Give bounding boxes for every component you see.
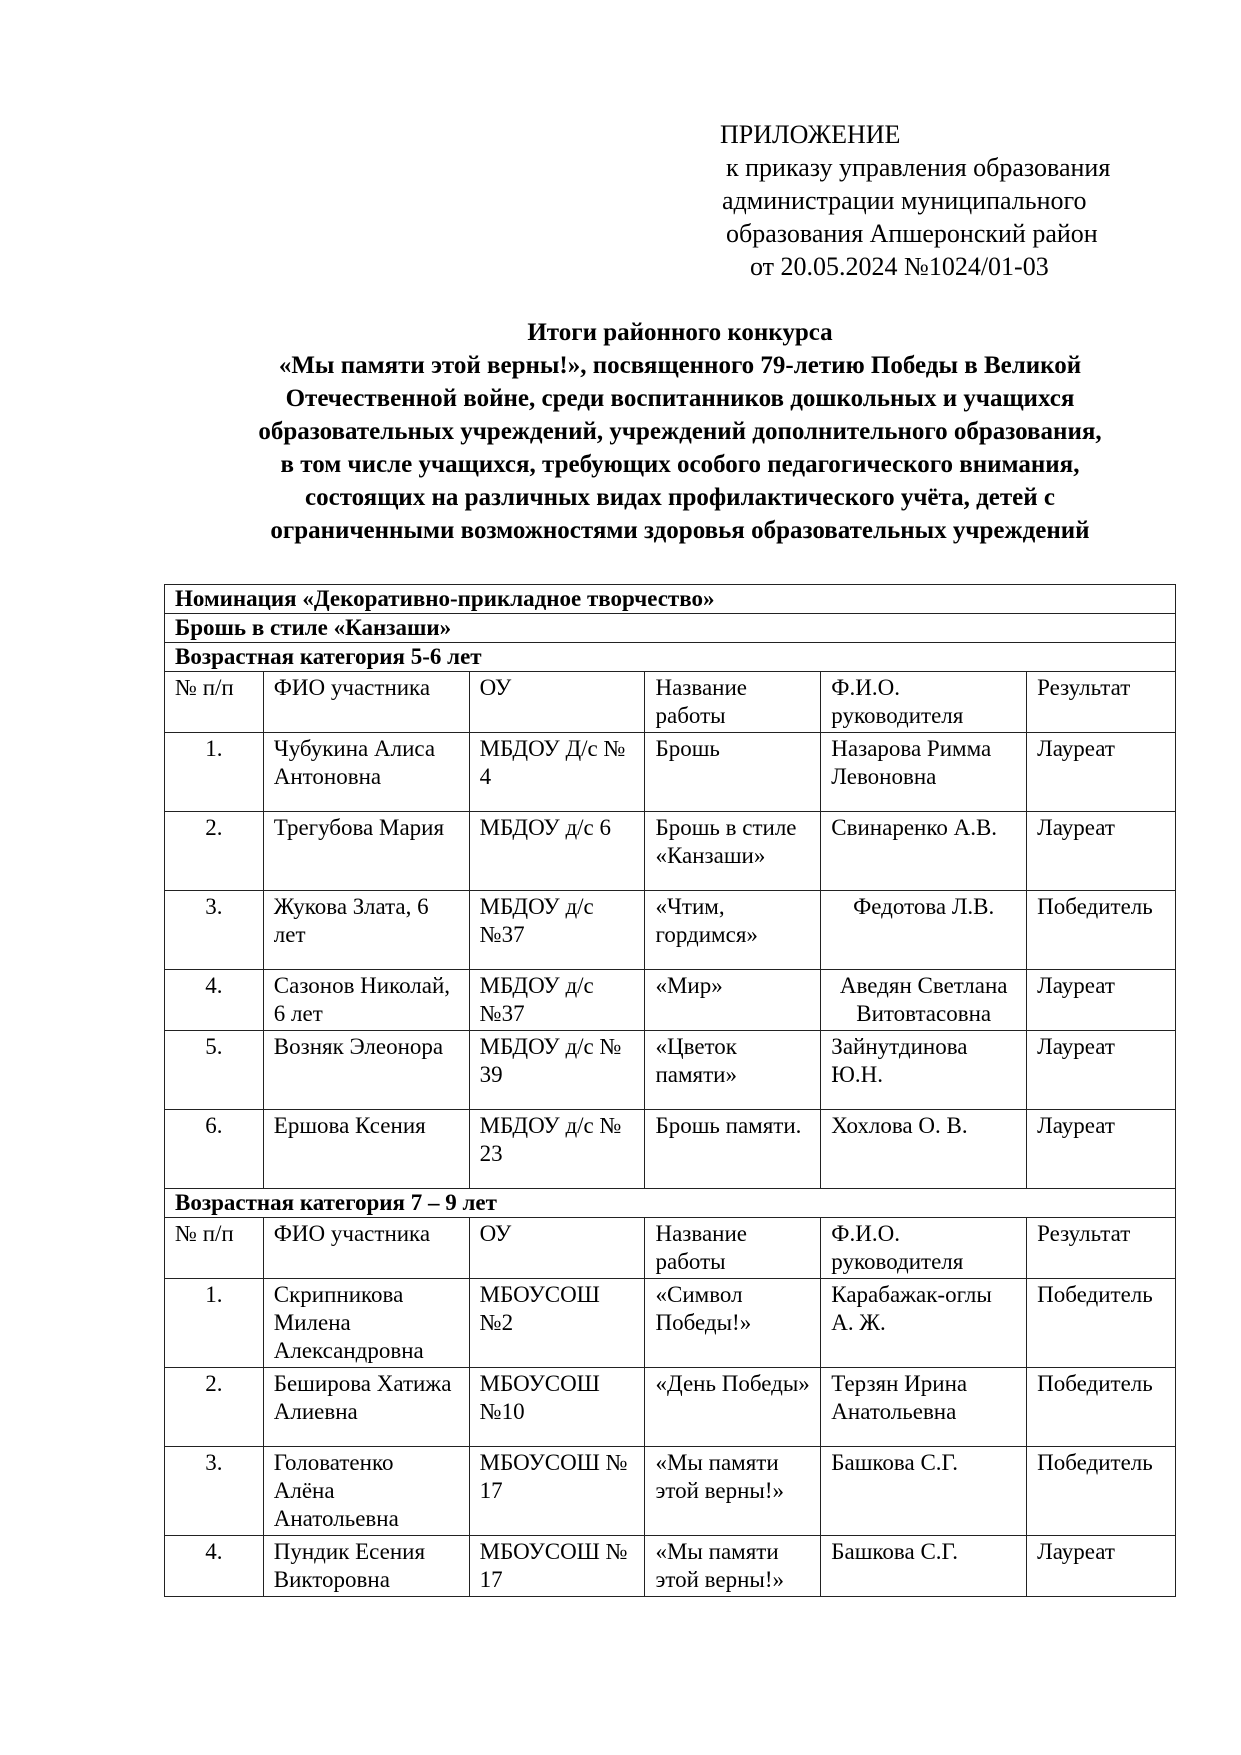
- table-row: [165, 1368, 1176, 1447]
- cell-leader: Башкова С.Г.: [821, 1447, 1027, 1536]
- cell-leader: Хохлова О. В.: [821, 1110, 1027, 1189]
- table-row: [165, 1536, 1176, 1597]
- appendix-line: образования Апшеронский район: [726, 219, 1098, 248]
- cell-num: 2.: [165, 812, 264, 891]
- cell-fio: Скрипникова Милена Александровна: [263, 1279, 469, 1368]
- header-work: Название работы: [645, 1218, 821, 1279]
- table-row: [165, 891, 1176, 970]
- header-fio: ФИО участника: [263, 672, 469, 733]
- cell-result: Лауреат: [1027, 733, 1176, 812]
- cell-fio: Беширова Хатижа Алиевна: [263, 1368, 469, 1447]
- nomination-title: Номинация «Декоративно-прикладное творчество»: [165, 585, 1176, 614]
- header-fio: ФИО участника: [263, 1218, 469, 1279]
- cell-fio: Жукова Злата, 6 лет: [263, 891, 469, 970]
- header-result: Результат: [1027, 1218, 1176, 1279]
- cell-work: «Мир»: [645, 970, 821, 1031]
- cell-leader: Башкова С.Г.: [821, 1536, 1027, 1597]
- category-row: [165, 1189, 1176, 1218]
- cell-result: Лауреат: [1027, 812, 1176, 891]
- cell-work: Брошь памяти.: [645, 1110, 821, 1189]
- appendix-line: администрации муниципального: [722, 186, 1087, 215]
- cell-ou: МБДОУ Д/с № 4: [469, 733, 645, 812]
- header-num: № п/п: [165, 672, 264, 733]
- cell-num: 3.: [165, 1447, 264, 1536]
- cell-ou: МБДОУ д/с 6: [469, 812, 645, 891]
- cell-work: «Цветок памяти»: [645, 1031, 821, 1110]
- cell-leader: Федотова Л.В.: [821, 891, 1027, 970]
- table-row: [165, 812, 1176, 891]
- subnomination-title: Брошь в стиле «Канзаши»: [165, 614, 1176, 643]
- title-line: состоящих на различных видах профилактического учёта, детей с: [305, 484, 1055, 511]
- header-row: [165, 1218, 1176, 1279]
- cell-ou: МБДОУ д/с №37: [469, 891, 645, 970]
- cell-fio: Головатенко Алёна Анатольевна: [263, 1447, 469, 1536]
- header-result: Результат: [1027, 672, 1176, 733]
- cell-result: Лауреат: [1027, 1110, 1176, 1189]
- nomination-row: [165, 585, 1176, 614]
- results-table: [164, 584, 1176, 1597]
- title-line: ограниченными возможностями здоровья образовательных учреждений: [270, 517, 1090, 544]
- header-work: Название работы: [645, 672, 821, 733]
- cell-fio: Сазонов Николай, 6 лет: [263, 970, 469, 1031]
- header-row: [165, 672, 1176, 733]
- cell-work: «Мы памяти этой верны!»: [645, 1536, 821, 1597]
- cell-num: 1.: [165, 733, 264, 812]
- cell-work: «Мы памяти этой верны!»: [645, 1447, 821, 1536]
- appendix-heading: ПРИЛОЖЕНИЕ: [720, 120, 901, 149]
- table-row: [165, 1110, 1176, 1189]
- category-title: Возрастная категория 5-6 лет: [165, 643, 1176, 672]
- cell-ou: МБДОУ д/с №37: [469, 970, 645, 1031]
- appendix-line: к приказу управления образования: [726, 153, 1111, 182]
- category-row: [165, 643, 1176, 672]
- table-row: [165, 733, 1176, 812]
- cell-ou: МБОУСОШ №2: [469, 1279, 645, 1368]
- cell-result: Лауреат: [1027, 1536, 1176, 1597]
- cell-work: «День Победы»: [645, 1368, 821, 1447]
- table-row: [165, 970, 1176, 1031]
- cell-fio: Чубукина Алиса Антоновна: [263, 733, 469, 812]
- header-num: № п/п: [165, 1218, 264, 1279]
- table-row: [165, 1447, 1176, 1536]
- cell-fio: Возняк Элеонора: [263, 1031, 469, 1110]
- cell-result: Победитель: [1027, 1279, 1176, 1368]
- header-ou: ОУ: [469, 672, 645, 733]
- cell-result: Лауреат: [1027, 970, 1176, 1031]
- category-title: Возрастная категория 7 – 9 лет: [165, 1189, 1176, 1218]
- cell-work: «Чтим, гордимся»: [645, 891, 821, 970]
- title-line: «Мы памяти этой верны!», посвященного 79-летию Победы в Великой: [278, 352, 1082, 379]
- cell-leader: Свинаренко А.В.: [821, 812, 1027, 891]
- cell-fio: Трегубова Мария: [263, 812, 469, 891]
- cell-leader: Терзян Ирина Анатольевна: [821, 1368, 1027, 1447]
- cell-result: Победитель: [1027, 891, 1176, 970]
- cell-ou: МБОУСОШ № 17: [469, 1536, 645, 1597]
- cell-result: Лауреат: [1027, 1031, 1176, 1110]
- title-line: в том числе учащихся, требующих особого педагогического внимания,: [280, 451, 1080, 478]
- title-line: образовательных учреждений, учреждений дополнительного образования,: [258, 418, 1102, 445]
- table-row: [165, 1031, 1176, 1110]
- cell-work: «Символ Победы!»: [645, 1279, 821, 1368]
- cell-leader: Карабажак-оглы А. Ж.: [821, 1279, 1027, 1368]
- document-title: [160, 316, 1200, 547]
- header-leader: Ф.И.О. руководителя: [821, 1218, 1027, 1279]
- cell-ou: МБДОУ д/с № 23: [469, 1110, 645, 1189]
- cell-num: 4.: [165, 1536, 264, 1597]
- cell-leader: Назарова Римма Левоновна: [821, 733, 1027, 812]
- subnomination-row: [165, 614, 1176, 643]
- cell-work: Брошь в стиле «Канзаши»: [645, 812, 821, 891]
- header-ou: ОУ: [469, 1218, 645, 1279]
- appendix-block: [720, 118, 1200, 283]
- cell-num: 3.: [165, 891, 264, 970]
- cell-ou: МБДОУ д/с № 39: [469, 1031, 645, 1110]
- cell-result: Победитель: [1027, 1447, 1176, 1536]
- cell-fio: Ершова Ксения: [263, 1110, 469, 1189]
- appendix-order-date: от 20.05.2024 №1024/01-03: [750, 252, 1049, 281]
- title-line: Итоги районного конкурса: [527, 319, 833, 346]
- cell-num: 4.: [165, 970, 264, 1031]
- cell-leader: Зайнутдинова Ю.Н.: [821, 1031, 1027, 1110]
- cell-leader: Аведян Светлана Витовтасовна: [821, 970, 1027, 1031]
- cell-num: 1.: [165, 1279, 264, 1368]
- cell-ou: МБОУСОШ № 17: [469, 1447, 645, 1536]
- header-leader: Ф.И.О. руководителя: [821, 672, 1027, 733]
- cell-result: Победитель: [1027, 1368, 1176, 1447]
- cell-ou: МБОУСОШ №10: [469, 1368, 645, 1447]
- cell-num: 6.: [165, 1110, 264, 1189]
- cell-num: 2.: [165, 1368, 264, 1447]
- title-line: Отечественной войне, среди воспитанников дошкольных и учащихся: [285, 385, 1075, 412]
- cell-num: 5.: [165, 1031, 264, 1110]
- table-row: [165, 1279, 1176, 1368]
- cell-work: Брошь: [645, 733, 821, 812]
- cell-fio: Пундик Есения Викторовна: [263, 1536, 469, 1597]
